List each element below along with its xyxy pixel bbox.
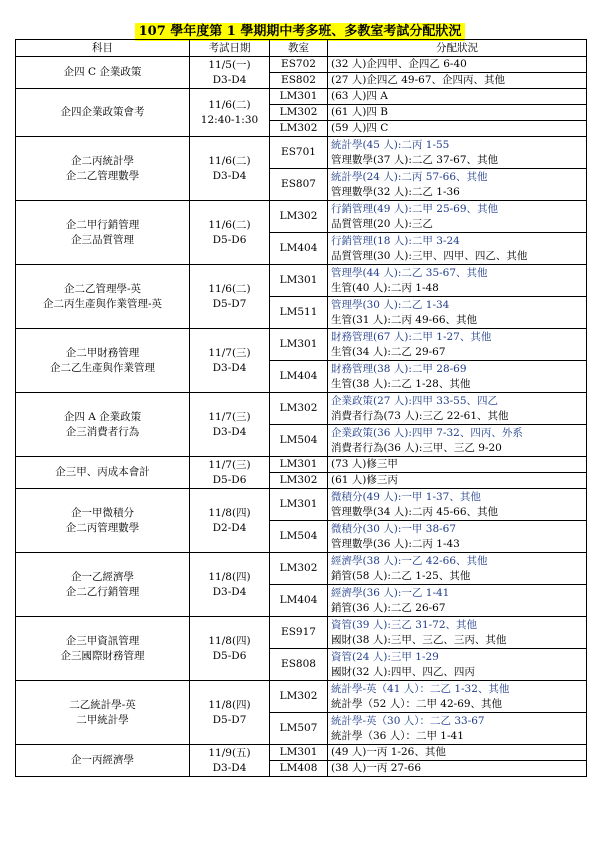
exam-date-cell	[190, 681, 270, 745]
subject-cell	[16, 57, 190, 89]
subject-cell	[16, 681, 190, 745]
subject-cell	[16, 617, 190, 681]
allocation-line: (73 人)修三甲	[331, 458, 398, 470]
allocation-line: 統計學(45 人):二丙 1-55	[331, 138, 450, 151]
allocation-line: 銷管(58 人):二乙 1-25、其他	[331, 569, 471, 582]
allocation-line: 品質管理(30 人):三甲、四甲、四乙、其他	[331, 249, 528, 262]
allocation-line: 行銷管理(49 人):二甲 25-69、其他	[331, 202, 499, 215]
classroom-cell: LM302	[270, 473, 328, 489]
classroom-cell: LM301	[270, 457, 328, 473]
allocation-line: 管理學(30 人):二乙 1-34	[331, 298, 450, 311]
table-row	[16, 57, 587, 73]
allocation-line: 生管(40 人):二丙 1-48	[331, 281, 439, 294]
allocation-cell	[328, 489, 587, 521]
allocation-line: 管理數學(37 人):二乙 37-67、其他	[331, 153, 499, 166]
exam-date: 11/8(四)	[208, 634, 251, 647]
subject-name: 企二乙管理學-英	[63, 282, 142, 295]
subject-name: 二甲統計學	[76, 713, 129, 726]
allocation-cell	[328, 105, 587, 121]
exam-period: D5-D7	[212, 297, 247, 310]
allocation-cell	[328, 745, 587, 761]
header-exam-date: 考試日期	[190, 40, 270, 57]
title-wrapper	[0, 20, 600, 41]
allocation-cell	[328, 201, 587, 233]
table-body	[16, 57, 587, 777]
allocation-line: (27 人)企四乙 49-67、企四丙、其他	[331, 74, 505, 86]
allocation-cell	[328, 761, 587, 777]
subject-name: 企二丙統計學	[71, 154, 134, 167]
allocation-line: (38 人)一丙 27-66	[331, 762, 421, 774]
classroom-cell: LM504	[270, 425, 328, 457]
allocation-line: 統計學（52 人）：二甲 42-69、其他	[331, 697, 503, 710]
classroom-cell: LM302	[270, 553, 328, 585]
allocation-cell	[328, 297, 587, 329]
allocation-line: 微積分(30 人):一甲 38-67	[331, 522, 457, 535]
allocation-line: 資管(24 人):三甲 1-29	[331, 650, 439, 663]
header-allocation: 分配狀況	[328, 40, 587, 57]
allocation-line: 管理數學(32 人):二乙 1-36	[331, 185, 460, 198]
table-row	[16, 89, 587, 105]
allocation-line: (59 人)四 C	[331, 122, 389, 134]
subject-cell	[16, 489, 190, 553]
subject-name: 企三甲資訊管理	[65, 634, 140, 647]
allocation-cell	[328, 233, 587, 265]
exam-date: 11/6(二)	[208, 282, 251, 295]
subject-name: 企四企業政策會考	[60, 106, 145, 118]
exam-date-cell	[190, 457, 270, 489]
classroom-cell: ES807	[270, 169, 328, 201]
exam-date: 11/7(三)	[208, 346, 251, 359]
exam-period: D3-D4	[212, 361, 247, 374]
allocation-line: 統計學（36 人）：二甲 1-41	[331, 729, 464, 742]
allocation-cell	[328, 457, 587, 473]
exam-period: D5-D6	[212, 233, 247, 246]
classroom-cell: LM511	[270, 297, 328, 329]
exam-date-cell	[190, 201, 270, 265]
allocation-cell	[328, 73, 587, 89]
subject-name: 企一乙經濟學	[71, 570, 134, 583]
subject-name: 企四 A 企業政策	[63, 410, 142, 423]
exam-allocation-table	[15, 39, 587, 777]
allocation-cell	[328, 585, 587, 617]
classroom-cell: LM301	[270, 329, 328, 361]
allocation-line: (63 人)四 A	[331, 90, 388, 102]
allocation-line: 國財(32 人):四甲、四乙、四丙	[331, 665, 475, 678]
subject-cell	[16, 393, 190, 457]
classroom-cell: LM301	[270, 265, 328, 297]
table-row	[16, 329, 587, 361]
subject-cell	[16, 745, 190, 777]
allocation-line: 消費者行為(36 人):三甲、三乙 9-20	[331, 441, 502, 454]
exam-date-cell	[190, 329, 270, 393]
allocation-line: 消費者行為(73 人):三乙 22-61、其他	[331, 409, 509, 422]
classroom-cell: LM302	[270, 201, 328, 233]
allocation-line: 統計學-英（30 人）：二乙 33-67	[331, 714, 485, 727]
subject-name: 企三消費者行為	[65, 425, 140, 438]
subject-name: 企二乙生產與作業管理	[50, 361, 155, 374]
allocation-line: 行銷管理(18 人):二甲 3-24	[331, 234, 460, 247]
allocation-cell	[328, 89, 587, 105]
allocation-cell	[328, 617, 587, 649]
table-row	[16, 681, 587, 713]
subject-cell	[16, 457, 190, 489]
allocation-cell	[328, 121, 587, 137]
allocation-line: 銷管(36 人):二乙 26-67	[331, 601, 446, 614]
allocation-line: 經濟學(38 人):一乙 42-66、其他	[331, 554, 488, 567]
subject-cell	[16, 89, 190, 137]
exam-date: 11/6(二)	[208, 154, 251, 167]
exam-period: D5-D6	[212, 473, 247, 486]
header-classroom: 教室	[270, 40, 328, 57]
classroom-cell: LM507	[270, 713, 328, 745]
exam-date-cell	[190, 553, 270, 617]
subject-name: 企三品質管理	[71, 233, 134, 246]
classroom-cell: LM404	[270, 361, 328, 393]
allocation-cell	[328, 473, 587, 489]
allocation-cell	[328, 137, 587, 169]
classroom-cell: LM504	[270, 521, 328, 553]
exam-period: D3-D4	[212, 761, 247, 774]
subject-name: 企三國際財務管理	[60, 649, 145, 662]
exam-date: 11/6(二)	[208, 98, 251, 111]
subject-name: 企一丙經濟學	[71, 754, 134, 766]
allocation-cell	[328, 393, 587, 425]
allocation-cell	[328, 713, 587, 745]
classroom-cell: LM301	[270, 489, 328, 521]
table-row	[16, 201, 587, 233]
exam-date-cell	[190, 393, 270, 457]
allocation-line: 統計學-英（41 人）：二乙 1-32、其他	[331, 682, 510, 695]
classroom-cell: LM302	[270, 393, 328, 425]
table-row	[16, 265, 587, 297]
subject-name: 企四 C 企業政策	[63, 66, 142, 78]
document-title: 107 學年度第 1 學期期中考多班、多教室考試分配狀況	[135, 23, 466, 41]
classroom-cell: ES917	[270, 617, 328, 649]
allocation-line: 企業政策(27 人):四甲 33-55、四乙	[331, 394, 499, 407]
exam-date: 11/7(三)	[208, 458, 251, 471]
allocation-line: 微積分(49 人):一甲 1-37、其他	[331, 490, 481, 503]
exam-date-cell	[190, 489, 270, 553]
table-row	[16, 553, 587, 585]
classroom-cell: ES701	[270, 137, 328, 169]
allocation-line: 管理數學(34 人):二丙 45-66、其他	[331, 505, 499, 518]
exam-date: 11/8(四)	[208, 570, 251, 583]
classroom-cell: LM301	[270, 745, 328, 761]
allocation-cell	[328, 425, 587, 457]
classroom-cell: LM302	[270, 121, 328, 137]
exam-date-cell	[190, 265, 270, 329]
allocation-line: 生管(31 人):二丙 49-66、其他	[331, 313, 478, 326]
table-row	[16, 617, 587, 649]
allocation-line: 生管(38 人):二乙 1-28、其他	[331, 377, 471, 390]
allocation-line: (61 人)四 B	[331, 106, 388, 118]
exam-date-cell	[190, 745, 270, 777]
exam-period: D5-D7	[212, 713, 247, 726]
table-row	[16, 137, 587, 169]
allocation-line: 品質管理(20 人):三乙	[331, 217, 433, 230]
header-row	[16, 40, 587, 57]
allocation-cell	[328, 361, 587, 393]
table-row	[16, 489, 587, 521]
subject-name: 企二乙管理數學	[65, 169, 140, 182]
subject-name: 企二丙管理數學	[65, 521, 140, 534]
allocation-cell	[328, 169, 587, 201]
classroom-cell: ES808	[270, 649, 328, 681]
exam-period: D2-D4	[212, 521, 247, 534]
subject-name: 二乙統計學-英	[69, 698, 136, 711]
subject-name: 企三甲、丙成本會計	[55, 466, 150, 478]
exam-period: D5-D6	[212, 649, 247, 662]
allocation-cell	[328, 329, 587, 361]
allocation-line: 管理學(44 人):二乙 35-67、其他	[331, 266, 488, 279]
exam-period: D3-D4	[212, 73, 247, 86]
exam-date: 11/8(四)	[208, 506, 251, 519]
classroom-cell: ES702	[270, 57, 328, 73]
allocation-line: 經濟學(36 人):一乙 1-41	[331, 586, 450, 599]
allocation-line: 統計學(24 人):二丙 57-66、其他	[331, 170, 488, 183]
exam-date: 11/6(二)	[208, 218, 251, 231]
exam-period: D3-D4	[212, 425, 247, 438]
allocation-cell	[328, 265, 587, 297]
exam-period: D3-D4	[212, 585, 247, 598]
subject-cell	[16, 137, 190, 201]
classroom-cell: LM404	[270, 233, 328, 265]
allocation-line: 財務管理(67 人):二甲 1-27、其他	[331, 330, 492, 343]
allocation-cell	[328, 553, 587, 585]
subject-cell	[16, 553, 190, 617]
exam-date: 11/5(一)	[208, 58, 251, 71]
exam-date-cell	[190, 89, 270, 137]
classroom-cell: ES802	[270, 73, 328, 89]
allocation-cell	[328, 649, 587, 681]
classroom-cell: LM302	[270, 105, 328, 121]
subject-cell	[16, 201, 190, 265]
allocation-line: 財務管理(38 人):二甲 28-69	[331, 362, 467, 375]
subject-cell	[16, 265, 190, 329]
exam-period: 12:40-1:30	[200, 113, 259, 126]
classroom-cell: LM408	[270, 761, 328, 777]
allocation-line: (49 人)一丙 1-26、其他	[331, 746, 446, 758]
allocation-line: 企業政策(36 人):四甲 7-32、四丙、外系	[331, 426, 523, 439]
exam-date: 11/7(三)	[208, 410, 251, 423]
subject-name: 企二甲行銷管理	[65, 218, 140, 231]
subject-name: 企一甲微積分	[71, 506, 134, 519]
exam-date-cell	[190, 617, 270, 681]
exam-date-cell	[190, 137, 270, 201]
table-row	[16, 393, 587, 425]
classroom-cell: LM302	[270, 681, 328, 713]
allocation-line: (61 人)修三丙	[331, 474, 398, 486]
allocation-cell	[328, 681, 587, 713]
exam-date: 11/9(五)	[208, 746, 251, 759]
subject-name: 企二乙行銷管理	[65, 585, 140, 598]
subject-name: 企二甲財務管理	[65, 346, 140, 359]
subject-cell	[16, 329, 190, 393]
allocation-line: 資管(39 人):三乙 31-72、其他	[331, 618, 478, 631]
allocation-line: 國財(38 人):三甲、三乙、三丙、其他	[331, 633, 507, 646]
classroom-cell: LM404	[270, 585, 328, 617]
exam-date-cell	[190, 57, 270, 89]
exam-period: D3-D4	[212, 169, 247, 182]
allocation-cell	[328, 57, 587, 73]
table-row	[16, 745, 587, 761]
allocation-line: 生管(34 人):二乙 29-67	[331, 345, 446, 358]
subject-name: 企二丙生產與作業管理-英	[42, 297, 163, 310]
allocation-line: 管理數學(36 人):二丙 1-43	[331, 537, 460, 550]
table-row	[16, 457, 587, 473]
header-subject: 科目	[16, 40, 190, 57]
exam-date: 11/8(四)	[208, 698, 251, 711]
classroom-cell: LM301	[270, 89, 328, 105]
allocation-cell	[328, 521, 587, 553]
allocation-line: (32 人)企四甲、企四乙 6-40	[331, 58, 467, 70]
